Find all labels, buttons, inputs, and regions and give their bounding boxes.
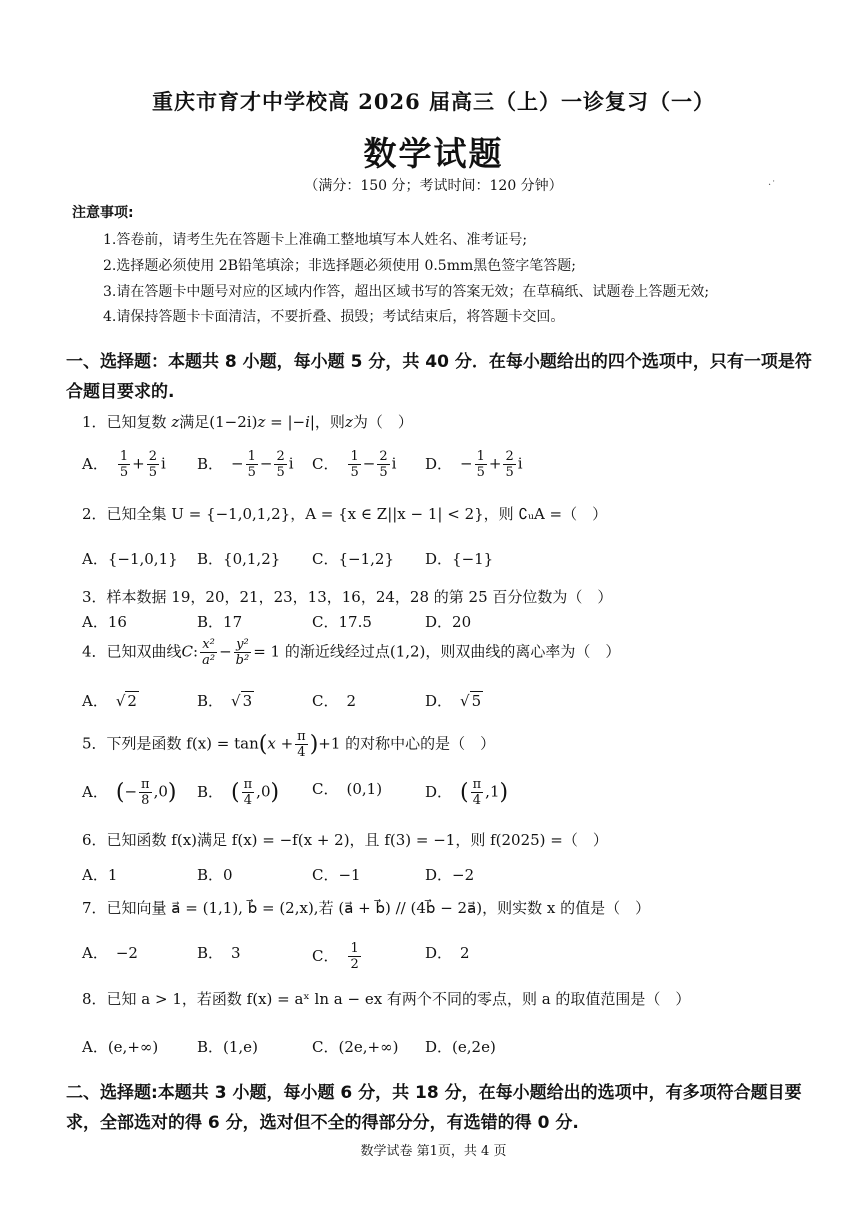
- option-b: B． 3: [197, 944, 241, 962]
- option-c: C． (0,1): [312, 780, 383, 798]
- option-b: B．17: [197, 613, 243, 631]
- question-7-options: [82, 942, 802, 972]
- notice-heading: 注意事项:: [72, 205, 134, 221]
- notice-item: 2.选择题必须使用 2B铅笔填涂；非选择题必须使用 0.5mm黑色签字笔答题;: [103, 258, 576, 274]
- question-5-options: [82, 778, 802, 808]
- option-b: B． − $\frac{1}{5}$ − $\frac{2}{5}$ i: [197, 449, 294, 480]
- option-a: A． (− $\frac{\pi}{8}$ ,0): [82, 777, 177, 808]
- question-3-options: [82, 611, 802, 641]
- exam-meta: （满分：150 分；考试时间：120 分钟）: [304, 178, 563, 194]
- question-2-options: [82, 548, 802, 578]
- option-a: A．{−1,0,1}: [82, 550, 178, 568]
- option-d: D．20: [425, 613, 472, 631]
- question-4: 4．已知双曲线C: $\frac{\text{x²}}{\text{a²}}$ − $\frac{\text{y²}}{\text{b²}}$ = 1 的渐近线经过点(1,2)，则双曲线的离心率为（ ）: [82, 637, 621, 668]
- question-4-options: [82, 690, 802, 720]
- option-c: C．(2e,+∞): [312, 1038, 399, 1056]
- option-d: D．−2: [425, 866, 475, 884]
- section-1-heading: 一、选择题：本题共 8 小题，每小题 5 分，共 40 分．在每小题给出的四个选项中，只有一项是符合题目要求的.: [66, 352, 812, 402]
- option-d: D． √ 5: [425, 692, 482, 710]
- question-8-options: [82, 1036, 802, 1066]
- question-6-options: [82, 864, 802, 894]
- option-c: C．17.5: [312, 613, 372, 631]
- option-a: A． √ 2: [82, 692, 137, 710]
- option-c: C．{−1,2}: [312, 550, 394, 568]
- option-d: D．(e,2e): [425, 1038, 496, 1056]
- option-b: B．0: [197, 866, 233, 884]
- question-8: 8．已知 a > 1，若函数 f(x) = aˣ ln a − ex 有两个不同的零点，则 a 的取值范围是（ ）: [82, 990, 691, 1008]
- option-c: C．−1: [312, 866, 361, 884]
- exam-title: 重庆市育才中学校高 2026 届高三（上）一诊复习（一）: [151, 89, 716, 114]
- option-b: B．{0,1,2}: [197, 550, 281, 568]
- option-a: A．(e,+∞): [82, 1038, 159, 1056]
- option-b: B．(1,e): [197, 1038, 258, 1056]
- option-a: A．16: [82, 613, 127, 631]
- option-d: D． 2: [425, 944, 470, 962]
- notice-item: 1.答卷前，请考生先在答题卡上准确工整地填写本人姓名、准考证号;: [103, 232, 528, 248]
- option-a: A． −2: [82, 944, 138, 962]
- option-b: B． √ 3: [197, 692, 253, 710]
- section-2-heading: 二、选择题:本题共 3 小题，每小题 6 分，共 18 分，在每小题给出的选项中，有多项符合题目要求，全部选对的得 6 分，选对但不全的得部分分，有选错的得 0 分.: [66, 1083, 802, 1133]
- question-1-options: [82, 450, 802, 480]
- notice-item: 4.请保持答题卡卡面清洁，不要折叠、损毁；考试结束后，将答题卡交回。: [103, 309, 565, 325]
- option-c: C． $\frac{1}{5}$ − $\frac{2}{5}$ i: [312, 449, 397, 480]
- option-d: D． ( $\frac{\pi}{4}$ ,1): [425, 777, 509, 808]
- question-6: 6．已知函数 f(x)满足 f(x) = −f(x + 2)，且 f(3) = −1，则 f(2025) =（ ）: [82, 831, 608, 849]
- page-footer: 数学试卷 第1页，共 4 页: [360, 1144, 507, 1159]
- option-d: D． − $\frac{1}{5}$ + $\frac{2}{5}$ i: [425, 449, 523, 480]
- notice-item: 3.请在答题卡中题号对应的区域内作答，超出区域书写的答案无效；在草稿纸、试题卷上答题无效;: [103, 284, 710, 300]
- option-a: A． $\frac{1}{5}$ + $\frac{2}{5}$ i: [82, 449, 166, 480]
- option-c: C． $\frac{1}{2}$: [312, 941, 359, 972]
- option-b: B． ( $\frac{\pi}{4}$ ,0): [197, 777, 280, 808]
- question-5: 5．下列是函数 f(x) = tan(x + $\frac{\pi}{4}$ )+1 的对称中心的是（ ）: [82, 729, 496, 760]
- question-1: 1．已知复数 z满足(1−2i)z = |−i|，则z为（ ）: [82, 413, 413, 431]
- option-c: C． 2: [312, 692, 357, 710]
- question-3: 3．样本数据 19，20，21，23，13，16，24，28 的第 25 百分位数为（ ）: [82, 588, 613, 606]
- scan-speck: ·˙: [768, 180, 777, 191]
- subject-title: 数学试题: [363, 134, 504, 173]
- question-7: 7．已知向量 a⃗ = (1,1), b⃗ = (2,x),若 (a⃗ + b⃗) // (4b⃗ − 2a⃗)，则实数 x 的值是（ ）: [82, 899, 651, 917]
- question-2: 2．已知全集 U = {−1,0,1,2}，A = {x ∈ Z||x − 1| < 2}，则 ∁ᵤA =（ ）: [82, 505, 608, 523]
- option-a: A．1: [82, 866, 118, 884]
- option-d: D．{−1}: [425, 550, 494, 568]
